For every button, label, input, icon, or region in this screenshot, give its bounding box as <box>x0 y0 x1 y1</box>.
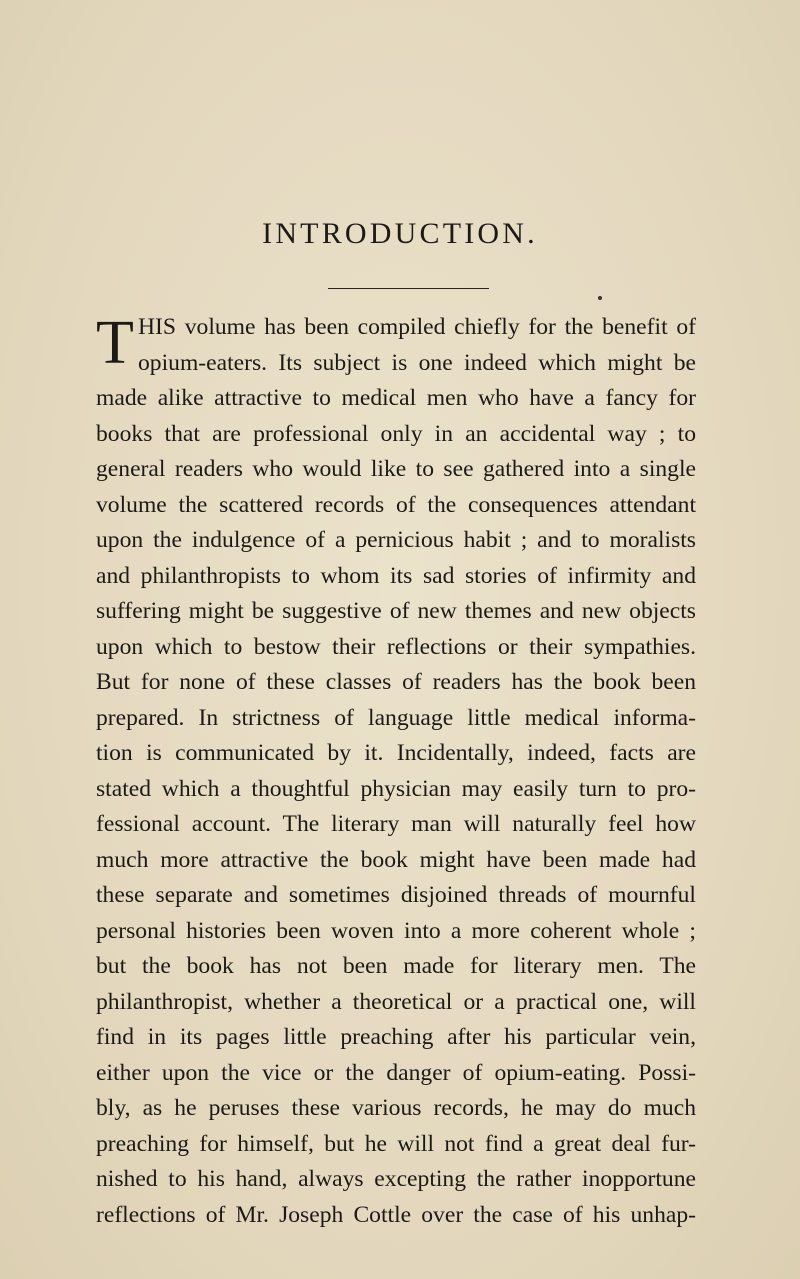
text-line: tion is communicated by it. Incidentally, indeed, facts are <box>96 740 696 766</box>
text-line: much more attractive the book might have been made had <box>96 846 696 873</box>
text-line: upon which to bestow their reflections or their sympathies. <box>96 633 696 660</box>
text-line: either upon the vice or the danger of opium-eating. Possi- <box>96 1059 696 1086</box>
heading-rule <box>328 288 489 289</box>
text-line: philanthropist, whether a theoretical or a practical one, will <box>96 988 696 1015</box>
text-line: stated which a thoughtful physician may easily turn to pro- <box>96 775 696 802</box>
text-line: fessional account. The literary man will naturally feel how <box>96 811 696 837</box>
text-line: made alike attractive to medical men who have a fancy for <box>96 385 696 411</box>
text-line: But for none of these classes of readers has the book been <box>96 669 696 695</box>
text-line: suffering might be suggestive of new themes and new objects <box>96 598 696 624</box>
text-line: nished to his hand, always excepting the rather inopportune <box>96 1166 696 1192</box>
text-line: volume the scattered records of the consequences attendant <box>96 491 696 518</box>
text-line: books that are professional only in an accidental way ; to <box>96 420 696 447</box>
drop-cap: T <box>96 309 134 377</box>
margin-dot <box>598 296 602 300</box>
text-line: reflections of Mr. Joseph Cottle over the case of his unhap- <box>96 1201 696 1228</box>
text-line: find in its pages little preaching after his particular vein, <box>96 1024 696 1050</box>
text-line: opium-eaters. Its subject is one indeed which might be <box>138 349 696 376</box>
text-line: personal histories been woven into a more coherent whole ; <box>96 917 696 944</box>
text-line: but the book has not been made for literary men. The <box>96 953 696 979</box>
text-line: HIS volume has been compiled chiefly for the benefit of <box>138 314 696 340</box>
text-line: upon the indulgence of a pernicious habit ; and to moralists <box>96 527 696 553</box>
text-line: prepared. In strictness of language little medical informa- <box>96 704 696 731</box>
text-line: bly, as he peruses these various records, he may do much <box>96 1095 696 1121</box>
text-line: preaching for himself, but he will not find a great deal fur- <box>96 1130 696 1157</box>
text-line: these separate and sometimes disjoined threads of mournful <box>96 882 696 908</box>
text-line: and philanthropists to whom its sad stories of infirmity and <box>96 562 696 589</box>
chapter-heading: INTRODUCTION. <box>262 217 538 250</box>
text-line: general readers who would like to see gathered into a single <box>96 456 696 482</box>
body-paragraph <box>96 310 696 1233</box>
